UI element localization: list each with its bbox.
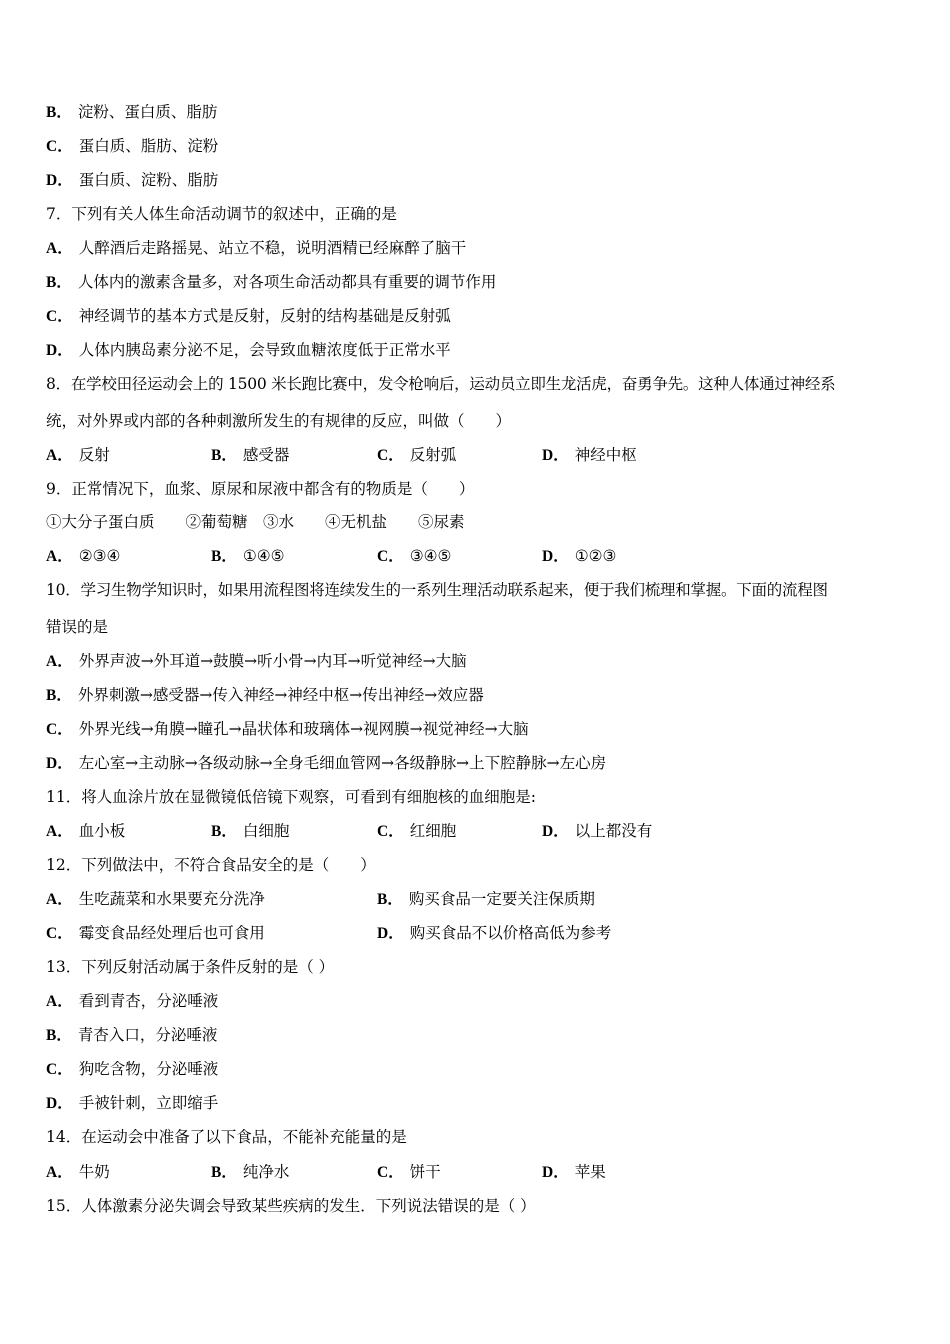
q12-option-a: A． 生吃蔬菜和水果要充分洗净 <box>46 890 265 908</box>
q12-option-d: D． 购买食品不以价格高低为参考 <box>377 924 612 942</box>
q12-option-b: B． 购买食品一定要关注保质期 <box>377 890 595 908</box>
q10-stem-line1: 10．学习生物学知识时，如果用流程图将连续发生的一系列生理活动联系起来，便于我们梳理和掌握。下面的流程图 <box>46 581 828 599</box>
q11-option-b: B． 白细胞 <box>211 822 290 840</box>
q8-stem-line1: 8．在学校田径运动会上的 1500 米长跑比赛中，发令枪响后，运动员立即生龙活虎，奋勇争先。这种人体通过神经系 <box>46 375 836 393</box>
q8-option-a: A． 反射 <box>46 446 110 464</box>
q15-stem: 15．人体激素分泌失调会导致某些疾病的发生．下列说法错误的是（ ） <box>46 1197 536 1215</box>
q13-option-a: A． 看到青杏，分泌唾液 <box>46 992 219 1010</box>
q14-option-c: C． 饼干 <box>377 1163 441 1181</box>
q11-option-c: C． 红细胞 <box>377 822 457 840</box>
q13-option-c: C． 狗吃含物，分泌唾液 <box>46 1060 219 1078</box>
q14-stem: 14．在运动会中准备了以下食品，不能补充能量的是 <box>46 1128 407 1146</box>
q8-option-b: B． 感受器 <box>211 446 290 464</box>
q6-option-b: B． 淀粉、蛋白质、脂肪 <box>46 103 218 121</box>
q7-stem: 7．下列有关人体生命活动调节的叙述中，正确的是 <box>46 205 397 223</box>
q10-option-a: A． 外界声波→外耳道→鼓膜→听小骨→内耳→听觉神经→大脑 <box>46 652 467 670</box>
q9-items: ①大分子蛋白质 ②葡萄糖 ③水 ④无机盐 ⑤尿素 <box>46 513 465 531</box>
q13-option-b: B． 青杏入口，分泌唾液 <box>46 1026 218 1044</box>
q11-option-d: D． 以上都没有 <box>542 822 653 840</box>
q14-option-b: B． 纯净水 <box>211 1163 290 1181</box>
q7-option-b: B． 人体内的激素含量多，对各项生命活动都具有重要的调节作用 <box>46 273 497 291</box>
q7-option-c: C． 神经调节的基本方式是反射，反射的结构基础是反射弧 <box>46 307 451 325</box>
q9-stem: 9．正常情况下，血浆、原尿和尿液中都含有的物质是（ ） <box>46 480 475 498</box>
q8-stem-line2: 统，对外界或内部的各种刺激所发生的有规律的反应，叫做（ ） <box>46 412 512 430</box>
q7-option-a: A． 人醉酒后走路摇晃、站立不稳，说明酒精已经麻醉了脑干 <box>46 239 467 257</box>
q11-stem: 11．将人血涂片放在显微镜低倍镜下观察，可看到有细胞核的血细胞是: <box>46 788 536 806</box>
q8-option-d: D． 神经中枢 <box>542 446 637 464</box>
q7-option-d: D． 人体内胰岛素分泌不足，会导致血糖浓度低于正常水平 <box>46 341 451 359</box>
q13-option-d: D． 手被针刺，立即缩手 <box>46 1094 219 1112</box>
q12-stem: 12．下列做法中，不符合食品安全的是（ ） <box>46 856 376 874</box>
q14-option-d: D． 苹果 <box>542 1163 606 1181</box>
q10-stem-line2: 错误的是 <box>46 618 109 636</box>
q9-option-a: A． ②③④ <box>46 547 121 565</box>
q9-option-d: D． ①②③ <box>542 547 617 565</box>
q11-option-a: A． 血小板 <box>46 822 126 840</box>
q13-stem: 13．下列反射活动属于条件反射的是（ ） <box>46 958 335 976</box>
q10-option-b: B． 外界刺激→感受器→传入神经→神经中枢→传出神经→效应器 <box>46 686 484 704</box>
q9-option-b: B． ①④⑤ <box>211 547 285 565</box>
q14-option-a: A． 牛奶 <box>46 1163 110 1181</box>
q12-option-c: C． 霉变食品经处理后也可食用 <box>46 924 265 942</box>
q10-option-c: C． 外界光线→角膜→瞳孔→晶状体和玻璃体→视网膜→视觉神经→大脑 <box>46 720 529 738</box>
q6-option-c: C． 蛋白质、脂肪、淀粉 <box>46 137 219 155</box>
q8-option-c: C． 反射弧 <box>377 446 457 464</box>
q9-option-c: C． ③④⑤ <box>377 547 452 565</box>
q10-option-d: D． 左心室→主动脉→各级动脉→全身毛细血管网→各级静脉→上下腔静脉→左心房 <box>46 754 607 772</box>
q6-option-d: D． 蛋白质、淀粉、脂肪 <box>46 171 219 189</box>
